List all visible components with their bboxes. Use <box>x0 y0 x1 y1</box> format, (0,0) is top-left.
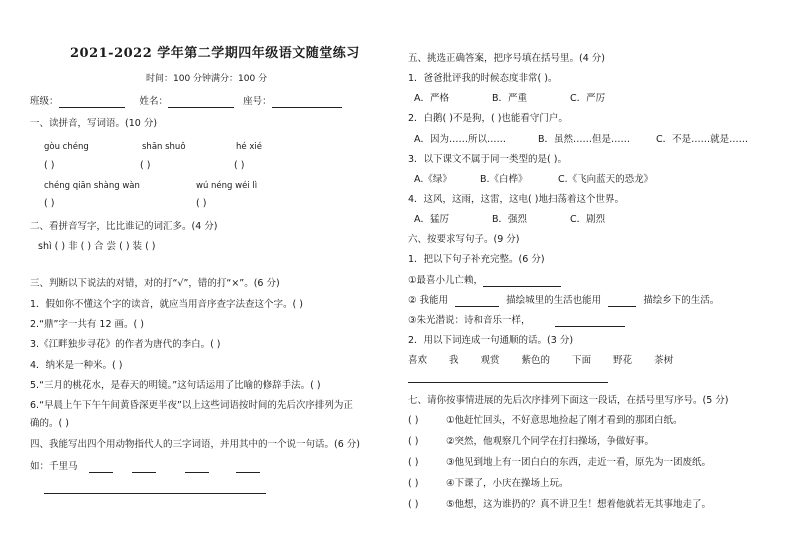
seat-label: 座号： <box>243 96 272 107</box>
section7-heading: 七、请你按事情进展的先后次序排列下面这一段话，在括号里写序号。(5 分) <box>408 395 729 406</box>
q1-opt-c: C．严厉 <box>570 93 606 104</box>
answer-paren-2[interactable]: ( ) <box>140 160 151 171</box>
choice-q2[interactable]: 2．白鹅( )不是狗，( )也能看守门户。 <box>408 113 568 124</box>
s6-sentence-b[interactable]: ② 我能用 描绘城里的生活也能用 描绘乡下的生活。 <box>408 295 720 306</box>
word-blank-2[interactable] <box>132 466 156 473</box>
judge-item-5[interactable]: 5.“三月的桃花水，是春天的明镜。”这句话运用了比喻的修辞手法。( ) <box>30 380 321 391</box>
word-3: 观赏 <box>480 355 500 366</box>
section1-heading: 一、读拼音，写词语。(10 分) <box>30 118 158 129</box>
name-field[interactable] <box>168 97 234 108</box>
q2-opt-c: C．不是……就是…… <box>656 134 749 145</box>
answer-paren-3[interactable]: ( ) <box>234 160 245 171</box>
s6-part2: 2．用以下词连成一句通顺的话。(3 分) <box>408 335 574 346</box>
q3-opt-c: C.《飞向蓝天的恐龙》 <box>558 174 654 185</box>
word-5: 下面 <box>572 355 592 366</box>
order-item-3[interactable]: ( ) ③他见到地上有一团白白的东西，走近一看，原先为一团废纸。 <box>408 457 712 468</box>
right-column <box>408 0 788 548</box>
choice-q3[interactable]: 3．以下课文不属于同一类型的是( )。 <box>408 154 567 165</box>
answer-paren-1[interactable]: ( ) <box>44 160 55 171</box>
judge-item-1[interactable]: 1．假如你不懂这个字的读音，就应当用音序查字法查这个字。( ) <box>30 299 303 310</box>
class-label: 班级： <box>30 96 59 107</box>
q1-opt-a: A．严格 <box>414 93 449 104</box>
section2-heading: 二、看拼音写字，比比谁记的词汇多。(4 分) <box>30 221 218 232</box>
pinyin-1: gòu chéng <box>44 142 89 152</box>
pinyin-2: shān shuǒ <box>142 142 186 152</box>
s6-answer-line[interactable] <box>408 371 608 383</box>
q4-opt-b: B．强烈 <box>492 214 528 225</box>
s6-sentence-c[interactable]: ③朱光潜说：诗和音乐一样， <box>408 315 625 327</box>
pinyin-4: chéng qiān shàng wàn <box>44 181 140 191</box>
judge-item-6: 6.“早晨上午下午午间黄昏深更半夜”以上这些词语按时间的先后次序排列为正 <box>30 400 353 411</box>
answer-paren-5[interactable]: ( ) <box>196 198 207 209</box>
class-field[interactable] <box>59 97 125 108</box>
q1-opt-b: B．严重 <box>492 93 528 104</box>
word-blank-3[interactable] <box>185 466 209 473</box>
page-title: 2021-2022 学年第二学期四年级语文随堂练习 <box>70 46 360 61</box>
word-6: 野花 <box>613 355 633 366</box>
student-info-row <box>30 96 342 108</box>
name-label: 姓名： <box>139 96 169 107</box>
word-blank-4[interactable] <box>236 466 260 473</box>
sentence-line[interactable] <box>44 482 266 494</box>
q2-opt-a: A．因为……所以…… <box>414 134 506 145</box>
word-list <box>408 355 695 367</box>
choice-q4[interactable]: 4．这风，这雨，这雷，这电( )地扫荡着这个世界。 <box>408 194 624 205</box>
pinyin-3: hé xié <box>236 142 262 152</box>
order-item-1[interactable]: ( ) ①他赶忙回头，不好意思地捡起了刚才看到的那团白纸。 <box>408 415 683 426</box>
word-blank-1[interactable] <box>89 466 113 473</box>
s6-sentence-a[interactable]: ①最喜小儿亡赖， <box>408 275 561 287</box>
q3-opt-a: A.《绿》 <box>414 174 452 185</box>
judge-item-4[interactable]: 4．纳米是一种米。( ) <box>30 360 123 371</box>
q3-opt-b: B.《白桦》 <box>480 174 528 185</box>
time-line: 时间：100 分钟满分：100 分 <box>146 74 268 84</box>
order-item-2[interactable]: ( ) ②突然，他观察几个同学在打扫操场，争做好事。 <box>408 436 655 447</box>
q4-opt-a: A．猛厉 <box>414 214 449 225</box>
pinyin-5: wú néng wéi lì <box>196 181 258 191</box>
judge-item-3[interactable]: 3.《江畔独步寻花》的作者为唐代的李白。( ) <box>30 339 221 350</box>
word-4: 紫色的 <box>521 355 551 366</box>
order-item-4[interactable]: ( ) ④下课了，小庆在操场上玩。 <box>408 478 569 489</box>
section6-heading: 六、按要求写句子。(9 分) <box>408 234 520 245</box>
order-item-5[interactable]: ( ) ⑤他想，这为谁扔的？真不讲卫生！想着他就若无其事地走了。 <box>408 499 712 510</box>
word-7: 茶树 <box>654 355 674 366</box>
judge-item-2[interactable]: 2.“鼎”字一共有 12 画。( ) <box>30 319 144 330</box>
word-1: 喜欢 <box>408 355 428 366</box>
judge-item-6-cont[interactable]: 确的。( ) <box>30 418 69 429</box>
example-word: 如：千里马 <box>30 461 78 472</box>
seat-field[interactable] <box>272 97 342 108</box>
q2-opt-b: B．虽然……但是…… <box>538 134 631 145</box>
s6-part1: 1．把以下句子补充完整。(6 分) <box>408 254 545 265</box>
section4-example-row <box>30 461 260 473</box>
answer-paren-4[interactable]: ( ) <box>44 198 55 209</box>
q4-opt-c: C．剧烈 <box>570 214 606 225</box>
choice-q1[interactable]: 1．爸爸批评我的时候态度非常( )。 <box>408 73 558 84</box>
section2-line[interactable]: shì ( ) 非 ( ) 合 尝 ( ) 装 ( ) <box>38 241 156 252</box>
section4-heading: 四、我能写出四个用动物指代人的三字词语，并用其中的一个说一句话。(6 分) <box>30 439 360 450</box>
left-column <box>30 0 400 548</box>
word-2: 我 <box>449 355 459 366</box>
section3-heading: 三、判断以下说法的对错，对的打“√”，错的打“×”。(6 分) <box>30 278 280 289</box>
section5-heading: 五、挑选正确答案，把序号填在括号里。(4 分) <box>408 53 605 64</box>
